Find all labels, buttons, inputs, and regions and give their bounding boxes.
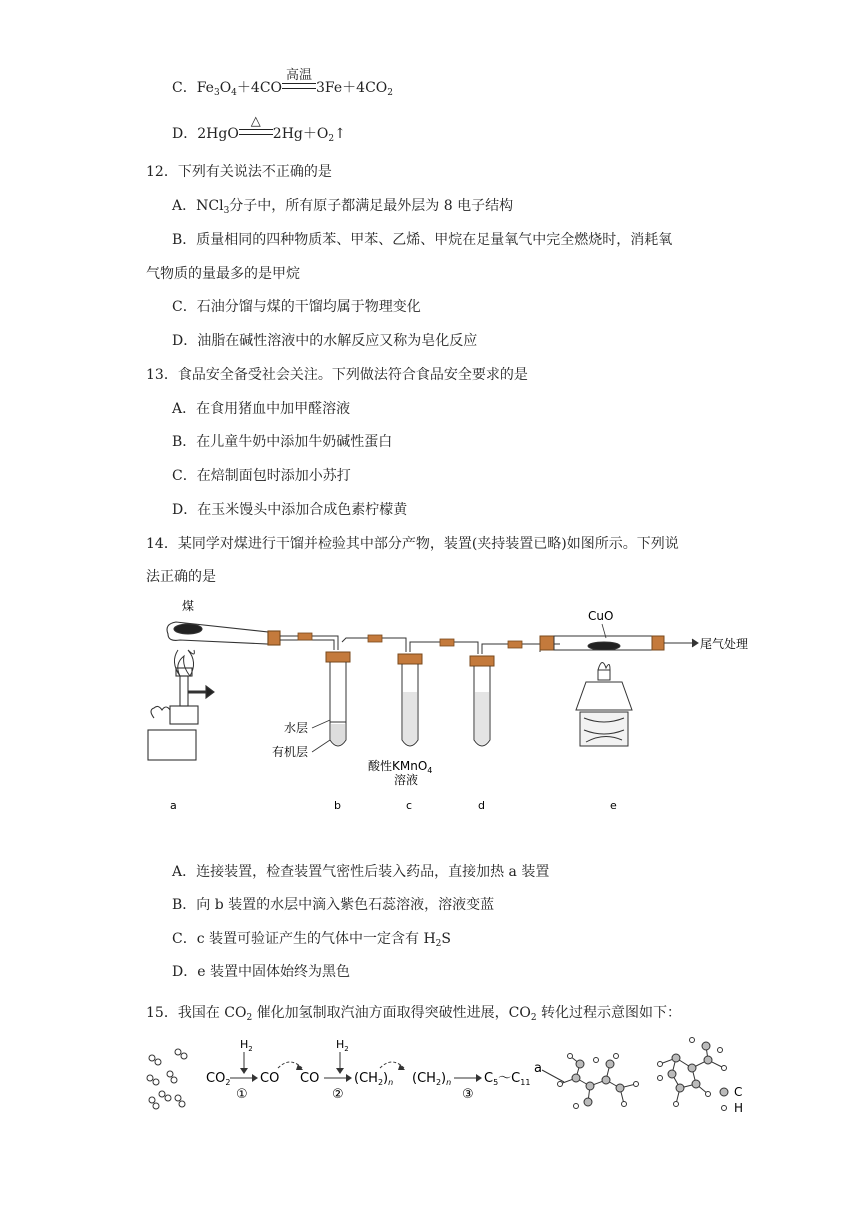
water-layer-label: 水层 — [284, 721, 309, 735]
ch2n-text-2: $(CH_2)_n$ — [412, 1071, 452, 1087]
q13-option-c: C．在焙制面包时添加小苏打 — [172, 468, 351, 484]
formula-part: O — [219, 80, 232, 96]
label-c: c — [406, 799, 413, 812]
condition-text: △ — [250, 114, 261, 129]
subscript: 4 — [231, 88, 237, 98]
label-e: e — [610, 799, 617, 812]
q11-option-c — [172, 68, 393, 103]
subscript: 2 — [246, 1013, 253, 1023]
q12-option-b-line1: B．质量相同的四种物质苯、甲苯、乙烯、甲烷在足量氧气中完全燃烧时，消耗氧 — [172, 232, 673, 248]
formula-part: 2Hg＋O — [272, 126, 329, 142]
subscript: 3 — [223, 206, 230, 216]
step-3: ③ — [462, 1087, 474, 1102]
q12-stem: 12．下列有关说法不正确的是 — [146, 164, 332, 180]
test-tube-c — [398, 654, 422, 746]
burner-a — [148, 668, 214, 760]
solution-label: 溶液 — [394, 773, 419, 787]
co2-conversion-figure — [140, 1034, 760, 1124]
molecule-a — [558, 1054, 639, 1109]
q13-option-d: D．在玉米馒头中添加合成色素柠檬黄 — [172, 502, 408, 518]
carbon-legend-icon — [720, 1088, 728, 1096]
q14-option-b: B．向 b 装置的水层中滴入紫色石蕊溶液，溶液变蓝 — [172, 897, 495, 913]
q13-option-b: B．在儿童牛奶中添加牛奶碱性蛋白 — [172, 434, 393, 450]
option-text: 分子中，所有原子都满足最外层为 8 电子结构 — [229, 198, 514, 214]
gas-arrow: ↑ — [334, 126, 346, 142]
molecule-a-label: a — [534, 1061, 542, 1076]
q14-option-c — [172, 929, 451, 954]
coal-label: 煤 — [182, 599, 195, 613]
apparatus-figure — [140, 592, 760, 817]
flame-icon — [174, 650, 194, 676]
q12-option-d: D．油脂在碱性溶液中的水解反应又称为皂化反应 — [172, 333, 478, 349]
option-text: A．NCl — [172, 198, 224, 214]
stem-text: 15．我国在 CO — [146, 1005, 247, 1021]
hydrogen-legend-icon — [722, 1106, 727, 1111]
q14-stem-line2: 法正确的是 — [146, 569, 216, 585]
subscript: 3 — [213, 88, 220, 98]
reaction-condition — [239, 114, 273, 144]
label-d: d — [478, 799, 485, 812]
test-tube-d — [470, 656, 494, 746]
condition-text: 高温 — [286, 68, 313, 83]
subscript: 2 — [435, 939, 442, 949]
label-a: a — [170, 799, 177, 812]
formula-part: 3Fe＋4CO — [316, 80, 388, 96]
legend-h: H — [734, 1101, 744, 1115]
formula-part: ＋4CO — [236, 80, 283, 96]
q14-option-a: A．连接装置，检查装置气密性后装入药品，直接加热 a 装置 — [172, 864, 550, 880]
co2-molecules — [147, 1049, 187, 1109]
test-tube-b — [326, 652, 350, 746]
molecule-b — [658, 1038, 727, 1107]
combustion-tube-e — [540, 636, 698, 650]
stem-text: 转化过程示意图如下： — [536, 1005, 682, 1021]
option-label: C． — [172, 80, 197, 96]
q13-stem: 13．食品安全备受社会关注。下列做法符合食品安全要求的是 — [146, 367, 528, 383]
cuo-label: CuO — [588, 609, 614, 623]
alcohol-lamp-e — [576, 662, 632, 746]
q13-option-a: A．在食用猪血中加甲醛溶液 — [172, 401, 351, 417]
step-1: ① — [236, 1087, 248, 1102]
option-text: S — [441, 931, 451, 947]
subscript: 2 — [387, 88, 393, 98]
formula-part: Fe — [196, 80, 214, 96]
legend-c: C — [734, 1085, 743, 1099]
formula-part: 2HgO — [197, 126, 239, 142]
tube-a — [167, 622, 280, 645]
h2-label-2: $H_2$ — [336, 1038, 349, 1053]
product-text: $C_5\sim C_{11}$ — [484, 1071, 531, 1087]
label-b: b — [334, 799, 341, 812]
subscript: 2 — [328, 134, 335, 144]
co-text-2: CO — [300, 1071, 320, 1086]
reaction-condition — [282, 68, 316, 98]
q14-stem-line1: 14．某同学对煤进行干馏并检验其中部分产物，装置(夹持装置已略)如图所示。下列说 — [146, 536, 679, 552]
option-label: D． — [172, 126, 198, 142]
q12-option-b-line2: 气物质的量最多的是甲烷 — [146, 266, 300, 282]
q12-option-a — [172, 196, 513, 221]
option-text: C．c 装置可验证产生的气体中一定含有 H — [172, 931, 436, 947]
step-2: ② — [332, 1087, 344, 1102]
q12-option-c: C．石油分馏与煤的干馏均属于物理变化 — [172, 299, 421, 315]
kmno4-label: 酸性KMnO$_4$ — [368, 759, 433, 775]
tail-gas-label: 尾气处理 — [700, 637, 749, 651]
subscript: 2 — [530, 1013, 537, 1023]
h2-label-1: $H_2$ — [240, 1038, 253, 1053]
ch2n-text-1: $(CH_2)_n$ — [354, 1071, 394, 1087]
stem-text: 催化加氢制取汽油方面取得突破性进展，CO — [252, 1005, 531, 1021]
organic-layer-label: 有机层 — [272, 745, 309, 759]
co2-text: $CO_2$ — [206, 1071, 231, 1087]
co-text: CO — [260, 1071, 280, 1086]
q15-stem — [146, 1003, 681, 1028]
q11-option-d — [172, 114, 346, 149]
q14-option-d: D．e 装置中固体始终为黑色 — [172, 964, 350, 980]
